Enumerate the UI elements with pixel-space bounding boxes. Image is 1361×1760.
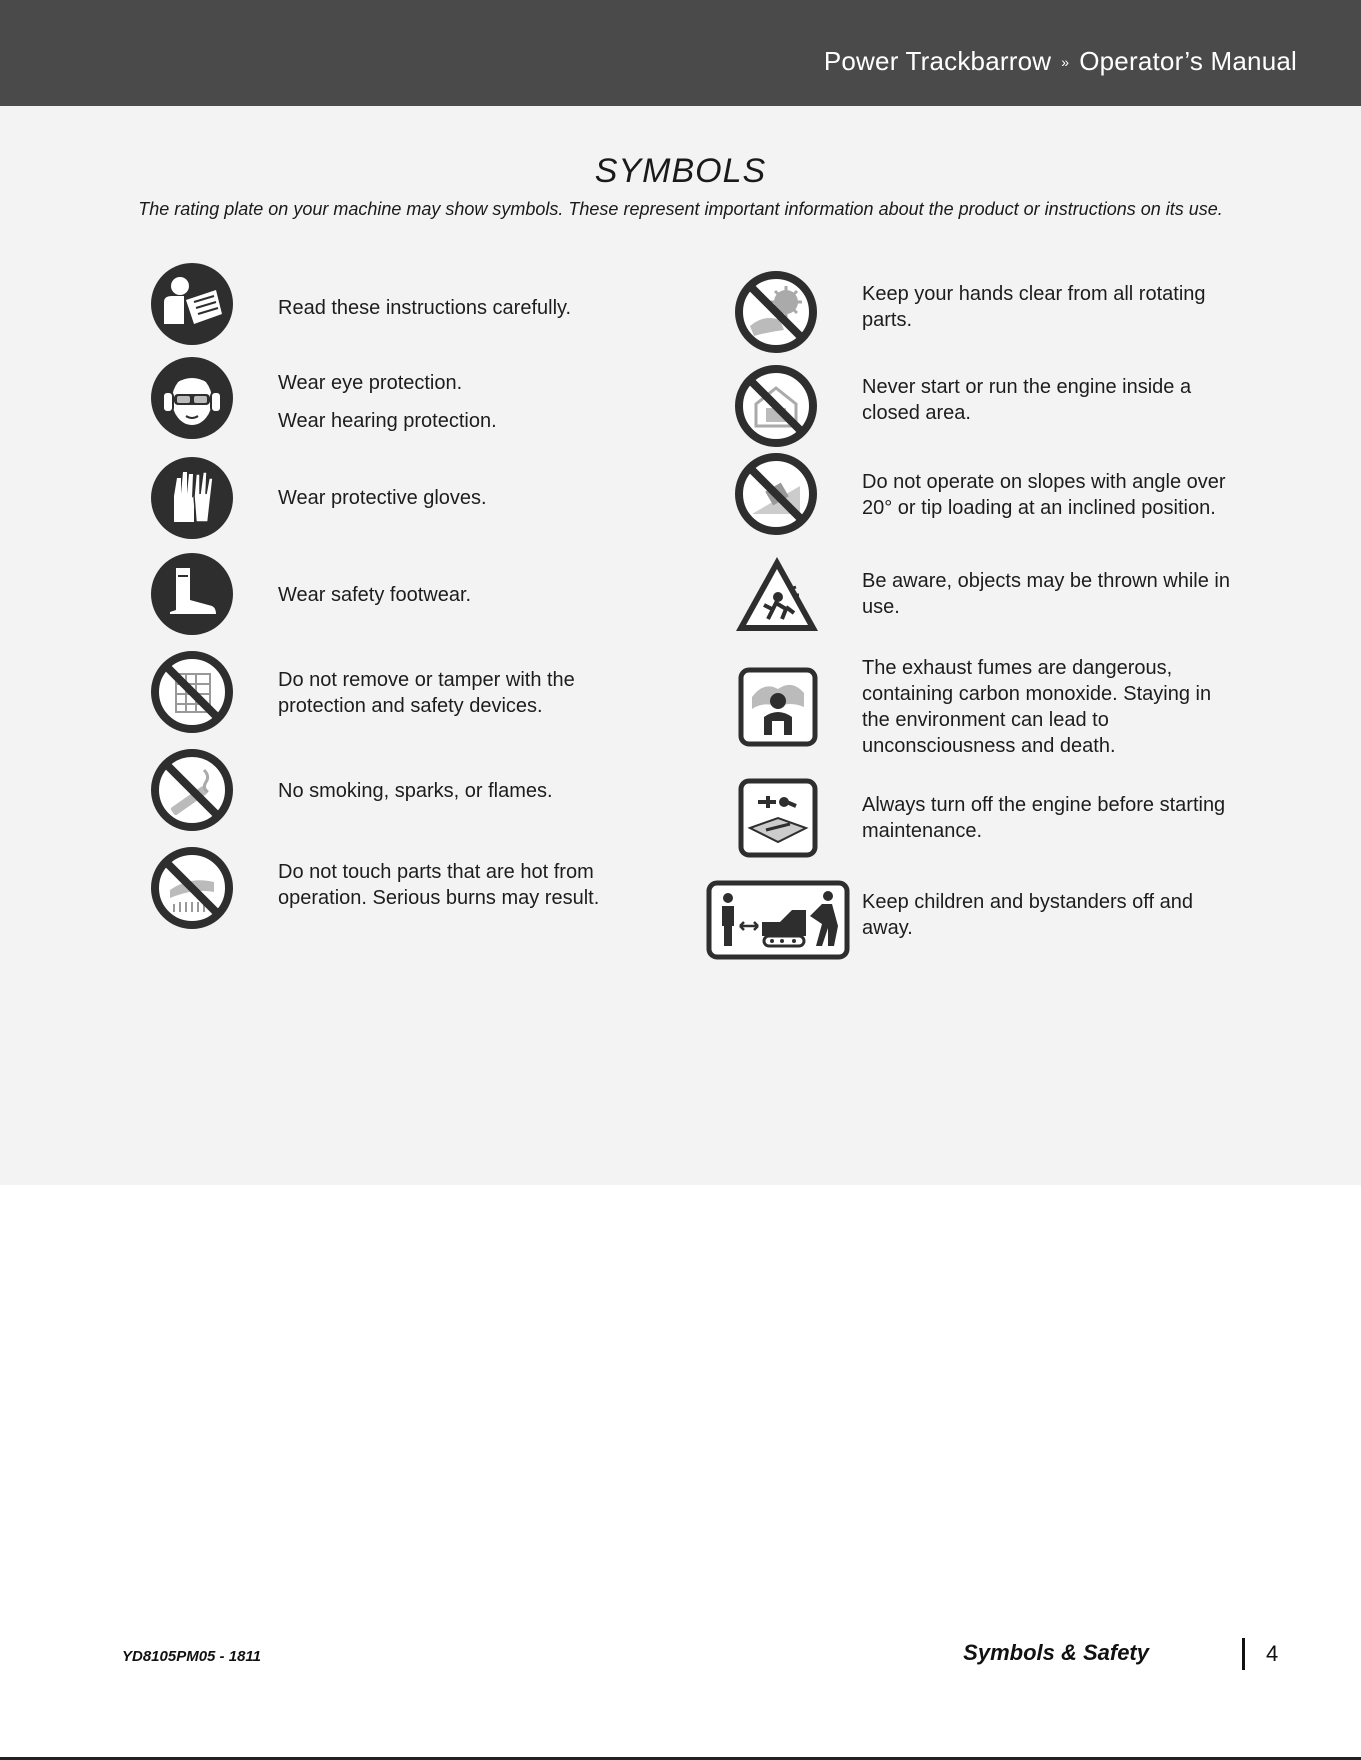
intro-text: The rating plate on your machine may show symbols. These represent important information about the product or instructions on its use.	[138, 199, 1223, 219]
symbol-description	[862, 469, 1232, 521]
keep-bystanders-away-icon	[706, 880, 850, 960]
symbol-description	[278, 859, 658, 911]
read-manual-icon	[150, 262, 234, 346]
product-name: Power Trackbarrow	[823, 46, 1052, 76]
description-line: Do not remove or tamper with the protection and safety devices.	[278, 669, 575, 717]
manual-name: Operator’s Manual	[1079, 46, 1297, 76]
footer-divider	[1242, 1638, 1245, 1670]
description-line: Keep children and bystanders off and away.	[862, 891, 1193, 939]
symbol-description	[862, 889, 1232, 941]
symbol-description	[862, 655, 1232, 759]
no-hands-rotating-icon	[734, 270, 818, 354]
description-line: Do not operate on slopes with angle over 20° or tip loading at an inclined position.	[862, 471, 1226, 519]
description-line: Wear eye protection.	[278, 372, 463, 394]
page-number: 4	[1266, 1641, 1279, 1666]
description-line: Wear hearing protection.	[278, 410, 497, 432]
symbol-description	[862, 374, 1232, 426]
symbol-description	[862, 792, 1232, 844]
exhaust-fumes-icon	[738, 667, 818, 747]
symbol-description	[862, 281, 1232, 333]
no-hot-surface-icon	[150, 846, 234, 930]
symbol-description	[278, 370, 618, 434]
symbol-description	[862, 568, 1232, 620]
no-tamper-icon	[150, 650, 234, 734]
header-bar	[0, 0, 1361, 106]
description-line: Keep your hands clear from all rotating parts.	[862, 283, 1206, 331]
description-line: Read these instructions carefully.	[278, 297, 572, 319]
boots-icon	[150, 552, 234, 636]
gloves-icon	[150, 456, 234, 540]
footer-section-title: Symbols & Safety	[963, 1640, 1149, 1665]
page-title: SYMBOLS	[594, 152, 767, 190]
no-indoor-engine-icon	[734, 364, 818, 448]
symbol-description	[278, 485, 618, 511]
description-line: Always turn off the engine before starting maintenance.	[862, 794, 1226, 842]
no-slope-icon	[734, 452, 818, 536]
document-code: YD8105PM05 - 1811	[122, 1648, 261, 1665]
description-line: The exhaust fumes are dangerous, containing carbon monoxide. Staying in the environment can lead to unconsciousness and death.	[862, 657, 1212, 757]
eye-ear-protection-icon	[150, 356, 234, 440]
description-line: No smoking, sparks, or flames.	[278, 780, 553, 802]
engine-off-maintenance-icon	[738, 778, 818, 858]
description-line: Wear protective gloves.	[278, 487, 487, 509]
symbol-description	[278, 295, 618, 321]
thrown-objects-warning-icon	[732, 553, 822, 635]
header-title	[824, 46, 1297, 77]
description-line: Wear safety footwear.	[278, 584, 472, 606]
description-line: Be aware, objects may be thrown while in use.	[862, 570, 1230, 618]
header-separator: »	[1061, 54, 1070, 70]
description-line: Do not touch parts that are hot from operation. Serious burns may result.	[278, 861, 600, 909]
symbol-description	[278, 667, 658, 719]
symbol-description	[278, 778, 618, 804]
no-smoking-icon	[150, 748, 234, 832]
description-line: Never start or run the engine inside a closed area.	[862, 376, 1192, 424]
symbol-description	[278, 582, 618, 608]
